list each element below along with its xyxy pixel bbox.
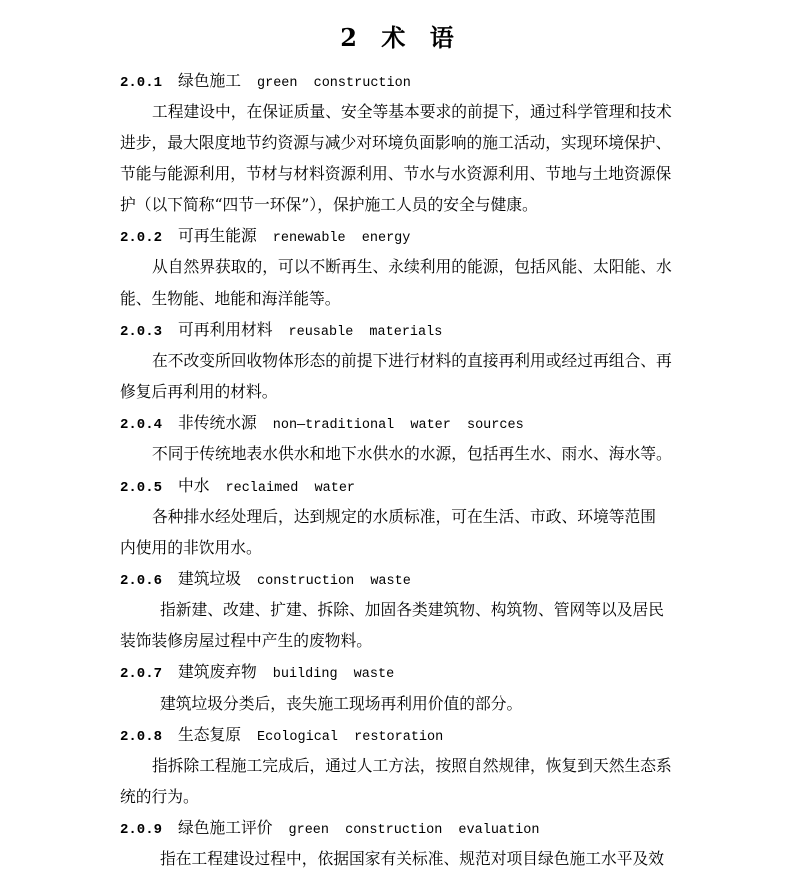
definition-line: 指在工程建设过程中，依据国家有关标准、规范对项目绿色施工水平及效 — [160, 849, 664, 869]
term-english: building waste — [272, 667, 395, 683]
term-chinese: 绿色施工 — [178, 70, 241, 90]
term-english: construction waste — [257, 574, 411, 589]
definition-line: 节能与能源利用，节材与材料资源利用、节水与水资源利用、节地与土地资源保 — [120, 163, 672, 183]
definition-line: 修复后再利用的材料。 — [120, 382, 278, 402]
term-heading-2-0-1 — [120, 65, 780, 96]
definition-line: 在不改变所回收物体形态的前提下进行材料的直接再利用或经过再组合、再 — [152, 350, 672, 370]
terms-list — [120, 65, 780, 875]
term-english: green construction evaluation — [288, 823, 540, 839]
definition-line: 各种排水经处理后，达到规定的水质标准，可在生活、市政、环境等范围 — [152, 506, 656, 526]
term-chinese: 绿色施工评价 — [178, 818, 273, 838]
definition-line: 护（以下简称“四节一环保”），保护施工人员的安全与健康。 — [120, 195, 538, 215]
term-heading-2-0-8 — [120, 719, 780, 750]
term-english: non—traditional water sources — [272, 418, 524, 434]
term-english: green construction — [257, 75, 411, 91]
term-chinese: 中水 — [178, 475, 210, 495]
term-chinese: 可再生能源 — [178, 226, 257, 246]
definition-line: 指新建、改建、扩建、拆除、加固各类建筑物、构筑物、管网等以及居民 — [160, 600, 664, 620]
definition-line: 能、生物能、地能和海洋能等。 — [120, 288, 341, 308]
term-number: 2.0.3 — [120, 323, 163, 340]
term-chinese: 建筑垃圾 — [178, 569, 241, 588]
definition-line: 建筑垃圾分类后，丧失施工现场再利用价值的部分。 — [160, 693, 523, 713]
term-number: 2.0.9 — [120, 822, 163, 839]
term-chinese: 生态复原 — [178, 724, 241, 744]
term-chinese: 可再利用材料 — [178, 319, 273, 339]
term-heading-2-0-3 — [120, 314, 780, 345]
term-english: renewable energy — [272, 231, 411, 247]
definition-line: 从自然界获取的，可以不断再生、永续利用的能源，包括风能、太阳能、水 — [152, 257, 672, 277]
term-number: 2.0.1 — [120, 74, 163, 91]
term-heading-2-0-6 — [120, 563, 780, 594]
term-number: 2.0.5 — [120, 479, 163, 496]
term-heading-2-0-5 — [120, 470, 780, 501]
term-heading-2-0-9 — [120, 812, 780, 843]
term-english: reusable materials — [288, 324, 443, 340]
term-number: 2.0.2 — [120, 230, 163, 247]
term-number: 2.0.4 — [120, 417, 163, 434]
term-chinese: 非传统水源 — [178, 413, 257, 433]
definition-line: 进步，最大限度地节约资源与减少对环境负面影响的施工活动，实现环境保护、 — [120, 132, 672, 152]
term-heading-2-0-4 — [120, 407, 780, 438]
definition-line: 不同于传统地表水供水和地下水供水的水源，包括再生水、雨水、海水等。 — [152, 444, 672, 464]
definition-line: 装饰装修房屋过程中产生的废物料。 — [120, 631, 372, 651]
term-english: reclaimed water — [225, 480, 356, 496]
term-number: 2.0.8 — [120, 728, 163, 745]
definition-line: 统的行为。 — [120, 787, 199, 807]
definition-line: 指拆除工程施工完成后，通过人工方法，按照自然规律，恢复到天然生态系 — [152, 755, 672, 775]
chapter-title: 2 术 语 — [340, 23, 462, 52]
definition-line: 内使用的非饮用水。 — [120, 537, 262, 557]
term-chinese: 建筑废弃物 — [178, 662, 257, 682]
term-english: Ecological restoration — [257, 729, 444, 745]
term-number: 2.0.7 — [120, 666, 163, 683]
term-number: 2.0.6 — [120, 573, 163, 589]
definition-line: 工程建设中，在保证质量、安全等基本要求的前提下，通过科学管理和技术 — [152, 101, 672, 121]
term-heading-2-0-7 — [120, 656, 780, 687]
term-heading-2-0-2 — [120, 220, 780, 251]
